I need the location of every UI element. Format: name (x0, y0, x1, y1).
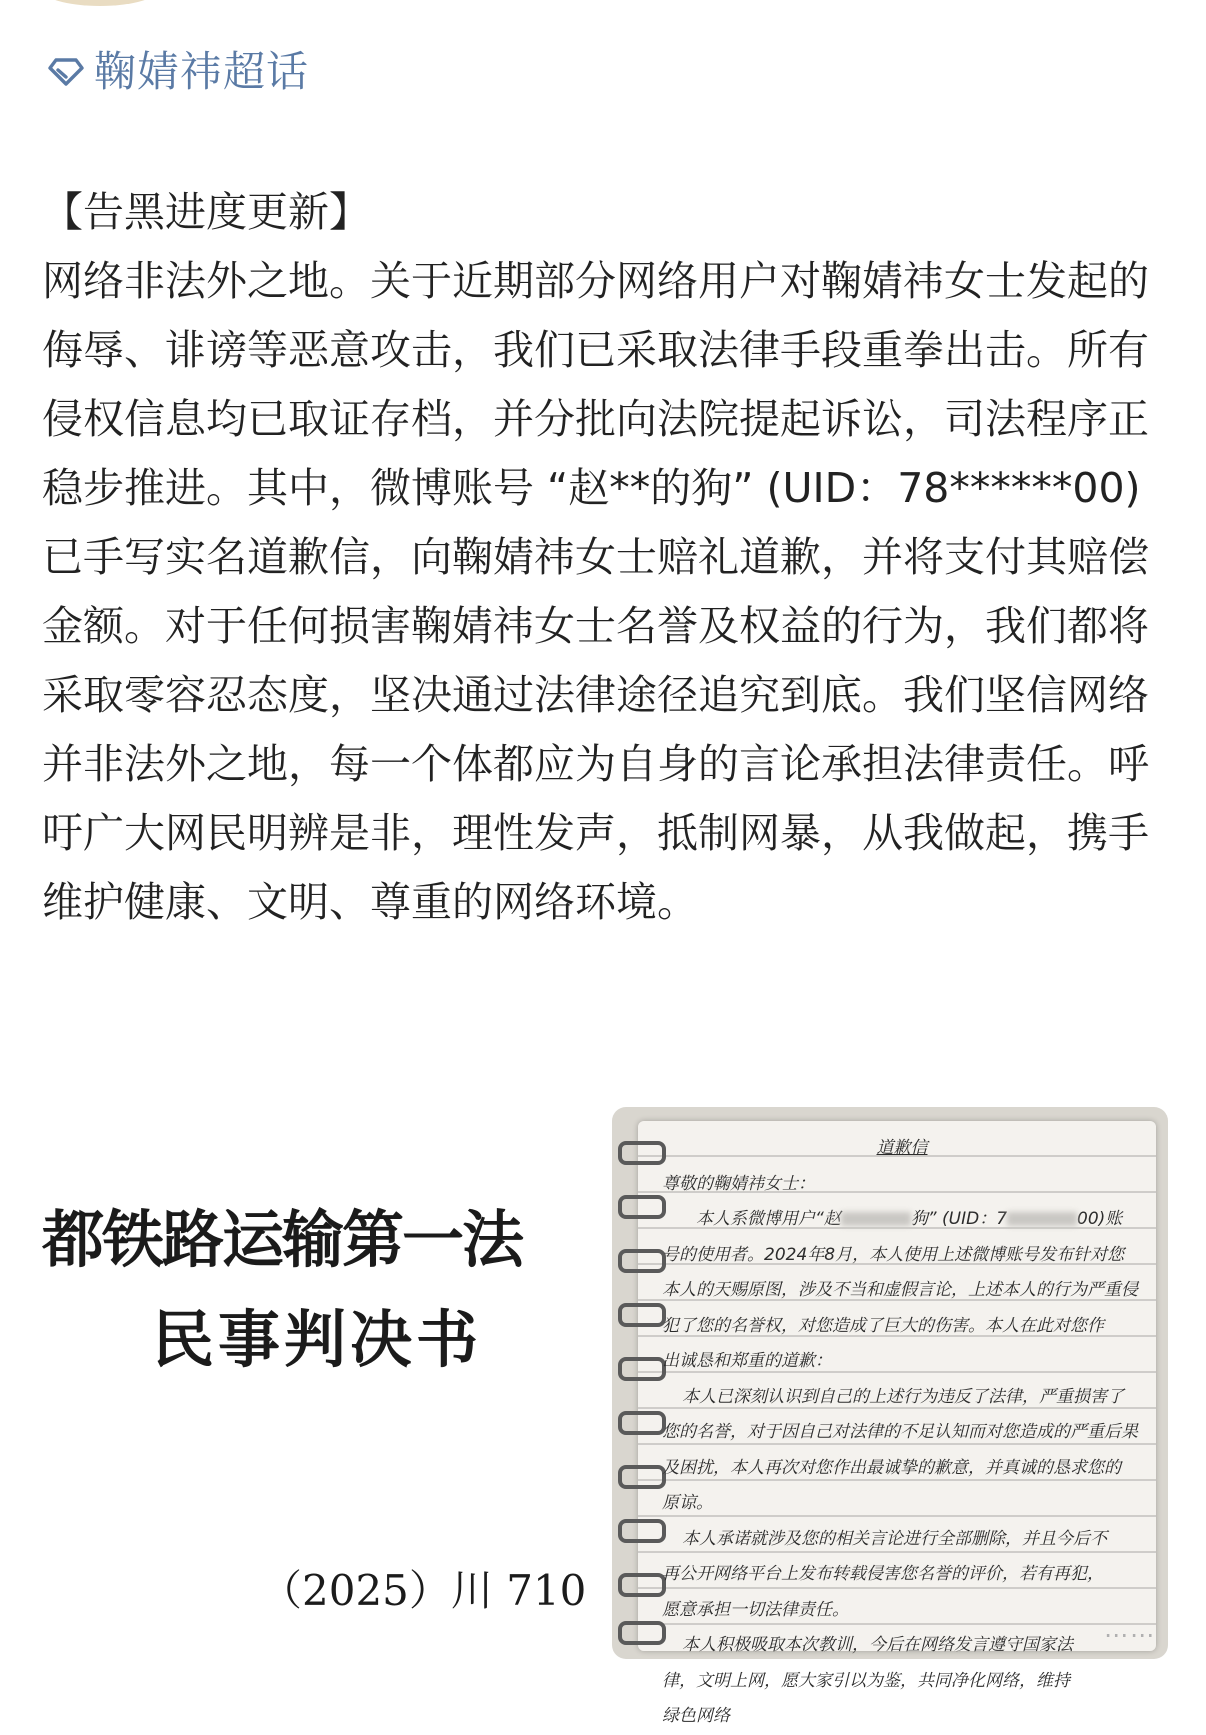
letter-line: 出诚恳和郑重的道歉： (662, 1351, 832, 1371)
binder-ring (618, 1249, 666, 1273)
binder-ring (618, 1195, 666, 1219)
post-text (42, 178, 1172, 937)
letter-heading: 道歉信 (876, 1138, 928, 1158)
binder-ring (618, 1621, 666, 1645)
handwritten-letter (662, 1131, 1142, 1735)
letter-line: 本人的天赐原图，涉及不当和虚假言论，上述本人的行为严重侵 (662, 1280, 1138, 1300)
binder-ring (618, 1303, 666, 1327)
apology-letter-image[interactable] (612, 1107, 1168, 1726)
letter-line: 本人已深刻认识到自己的上述行为违反了法律，严重损害了 (682, 1386, 1124, 1407)
binder-ring (618, 1573, 666, 1597)
letter-line: 本人系微博用户“赵 狗” (UID：7 00)账 (696, 1209, 1123, 1229)
letter-line: 绿色网络 (662, 1706, 730, 1726)
binder-ring (618, 1357, 666, 1381)
letter-line: 愿意承担一切法律责任。 (662, 1599, 849, 1620)
letter-line: 及困扰，本人再次对您作出最诚挚的歉意，并真诚的恳求您的 (662, 1457, 1121, 1478)
more-images-icon: ⋯⋯ (1104, 1621, 1156, 1649)
letter-line: 号的使用者。2024年8月，本人使用上述微博账号发布针对您 (662, 1244, 1125, 1265)
post-title: 【告黑进度更新】 (42, 188, 370, 236)
binder-ring (618, 1141, 666, 1165)
letter-line: 本人积极吸取本次教训，今后在网络发言遵守国家法 (682, 1635, 1073, 1655)
document-type: 民事判决书 (152, 1303, 483, 1376)
letter-line: 再公开网络平台上发布转载侵害您名誉的评价，若有再犯， (662, 1564, 1104, 1584)
court-judgment-image[interactable] (42, 1100, 598, 1660)
binder-ring (618, 1519, 666, 1543)
binder-ring (618, 1465, 666, 1489)
court-name: 都铁路运输第一法 (42, 1203, 523, 1276)
diamond-icon (46, 52, 86, 92)
letter-line: 本人承诺就涉及您的相关言论进行全部删除，并且今后不 (682, 1528, 1107, 1549)
post-body: 网络非法外之地。关于近期部分网络用户对鞠婧祎女士发起的侮辱、诽谤等恶意攻击，我们已采取法律手段重拳出击。所有侵权信息均已取证存档，并分批向法院提起诉讼，司法程序正稳步推进。其中，微博账号 “赵**的狗” (UID：78******00) 已手写实名道歉信，向鞠婧祎女士赔礼道歉，并将支付其赔偿金额。对于任何损害鞠婧祎女士名誉及权益的行为，我们都将采取零容忍态度，坚决通过法律途径追究到底。我们坚信网络并非法外之地，每一个体都应为自身的言论承担法律责任。呼吁广大网民明辨是非，理性发声，抵制网暴，从我做起，携手维护健康、文明、尊重的网络环境。 (42, 257, 1149, 926)
redacted-name (841, 1212, 911, 1226)
super-topic-link[interactable] (46, 44, 309, 100)
case-number: （2025）川 710 (260, 1566, 587, 1615)
avatar[interactable] (40, 0, 160, 6)
letter-line: 您的名誉，对于因自己对法律的不足认知而对您造成的严重后果 (662, 1422, 1138, 1442)
letter-line: 原谅。 (662, 1493, 713, 1513)
notebook-page (638, 1121, 1156, 1726)
letter-line: 犯了您的名誉权，对您造成了巨大的伤害。本人在此对您作 (662, 1315, 1104, 1336)
redacted-uid (1007, 1212, 1077, 1226)
binder-ring (618, 1411, 666, 1435)
super-topic-label: 鞠婧祎超话 (94, 47, 310, 96)
letter-line: 尊敬的鞠婧祎女士： (662, 1173, 815, 1194)
letter-line: 律，文明上网，愿大家引以为鉴，共同净化网络，维持 (662, 1670, 1070, 1691)
